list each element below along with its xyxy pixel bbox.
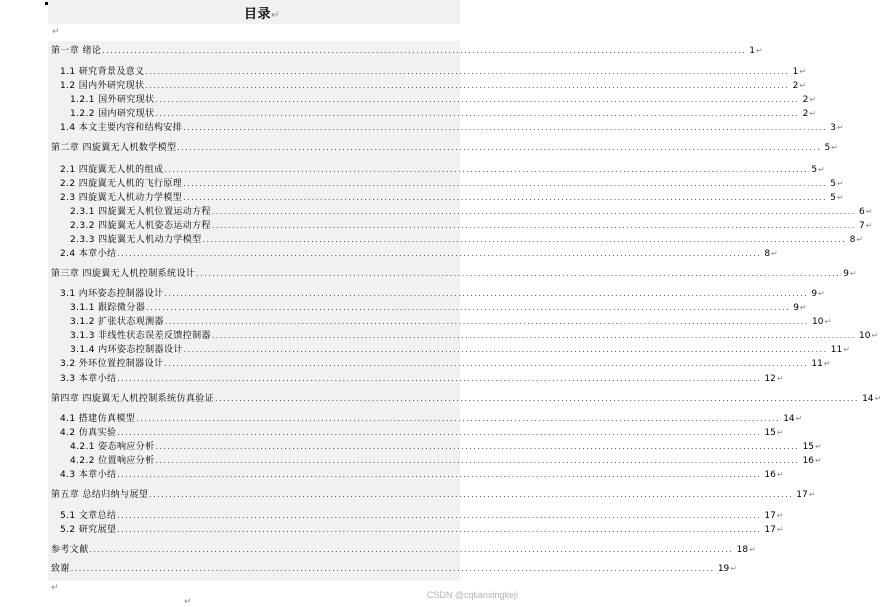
toc-leader-dots: ................................................................................................................................................................ (136, 415, 781, 423)
toc-entry[interactable] (48, 220, 873, 232)
paragraph-mark-icon: ↵ (865, 207, 873, 216)
toc-page-number: 1 (749, 46, 756, 56)
toc-page-number: 3 (830, 123, 836, 133)
toc-entry[interactable] (48, 358, 831, 370)
paragraph-mark-icon: ↵ (871, 331, 879, 340)
paragraph-mark-icon: ↵ (856, 235, 864, 244)
toc-entry[interactable] (48, 178, 844, 190)
toc-page-number: 5 (830, 193, 836, 203)
toc-leader-dots: ................................................................................................................................................................ (155, 96, 800, 104)
toc-entry-title: 第二章 四旋翼无人机数学模型 (51, 143, 177, 153)
toc-page-number: 14 (862, 394, 874, 404)
toc-page-number: 8 (849, 235, 856, 245)
toc-page-number: 2 (802, 109, 809, 119)
paragraph-mark-icon: ↵ (809, 95, 817, 104)
toc-page-number: 9 (843, 269, 850, 279)
paragraph-mark-icon: ↵ (799, 67, 807, 76)
paragraph-mark-icon: ↵ (824, 317, 832, 326)
toc-page-number: 10 (811, 317, 824, 327)
toc-entry-title: 2.3.3 四旋翼无人机动力学模型 (70, 235, 202, 245)
paragraph-mark-icon: ↵ (756, 46, 763, 55)
toc-entry[interactable] (48, 45, 763, 57)
paragraph-mark-icon: ↵ (52, 27, 60, 37)
paragraph-mark-icon: ↵ (823, 359, 831, 368)
toc-entry[interactable] (48, 469, 784, 481)
toc-entry-title: 4.1 搭建仿真模型 (60, 414, 136, 424)
toc-leader-dots: ................................................................................................................................................................ (202, 236, 847, 244)
toc-leader-dots: ................................................................................................................................................................ (211, 332, 856, 340)
toc-leader-dots: ................................................................................................................................................................ (164, 318, 809, 326)
toc-page-number: 2 (802, 95, 809, 105)
toc-leader-dots: ................................................................................................................................................................ (145, 68, 790, 76)
toc-leader-dots: ................................................................................................................................................................ (183, 124, 828, 132)
toc-leader-dots: ................................................................................................................................................................ (211, 222, 856, 230)
paragraph-mark-icon: ↵ (818, 289, 825, 298)
toc-entry[interactable] (48, 316, 832, 328)
toc-page-number: 9 (793, 303, 799, 313)
toc-leader-dots: ................................................................................................................................................................ (155, 457, 800, 465)
toc-leader-dots: ................................................................................................................................................................ (117, 375, 762, 383)
paragraph-mark-icon: ↵ (776, 511, 784, 520)
toc-leader-dots: ................................................................................................................................................................ (102, 47, 747, 55)
toc-page-number: 5 (824, 143, 831, 153)
toc-entry-title: 1.2.2 国内研究现状 (70, 109, 155, 119)
toc-entry[interactable] (48, 510, 784, 522)
toc-leader-dots: ................................................................................................................................................................ (117, 250, 762, 258)
toc-leader-dots: ................................................................................................................................................................ (196, 270, 841, 278)
toc-entry-title: 1.2 国内外研究现状 (60, 81, 145, 91)
toc-leader-dots: ................................................................................................................................................................ (211, 208, 856, 216)
toc-page-number: 16 (802, 456, 815, 466)
toc-entry[interactable] (48, 234, 864, 246)
toc-entry-title: 5.2 研究展望 (60, 525, 117, 535)
paragraph-mark-icon: ↵ (799, 303, 807, 312)
toc-entry-title: 参考文献 (51, 545, 89, 555)
toc-entry[interactable] (48, 330, 879, 342)
toc-entry-title: 2.2 四旋翼无人机的飞行原理 (60, 179, 183, 189)
paragraph-mark-icon: ↵ (815, 442, 822, 451)
toc-entry-title: 4.2.2 位置响应分析 (70, 456, 155, 466)
toc-entry-title: 2.4 本章小结 (60, 249, 117, 259)
toc-entry-title: 2.3 四旋翼无人机动力学模型 (60, 193, 183, 203)
toc-entry[interactable] (48, 373, 784, 385)
toc-leader-dots: ................................................................................................................................................................ (164, 360, 809, 368)
toc-leader-dots: ................................................................................................................................................................ (117, 526, 762, 534)
toc-entry[interactable] (48, 288, 825, 300)
toc-entry[interactable] (48, 164, 825, 176)
toc-page-number: 17 (796, 490, 808, 500)
toc-entry-title: 4.3 本章小结 (60, 470, 117, 480)
toc-page-number: 6 (858, 207, 865, 217)
toc-leader-dots: ................................................................................................................................................................ (145, 82, 790, 90)
toc-title (0, 3, 524, 22)
toc-leader-dots: ................................................................................................................................................................ (117, 429, 762, 437)
toc-entry[interactable] (48, 441, 822, 453)
toc-page-number: 12 (764, 374, 776, 384)
paragraph-mark-icon: ↵ (776, 525, 784, 534)
toc-entry-title: 1.4 本文主要内容和结构安排 (60, 123, 183, 133)
toc-entry-title: 3.3 本章小结 (60, 374, 117, 384)
toc-entry-title: 致谢 (51, 564, 70, 574)
paragraph-mark-icon: ↵ (809, 109, 817, 118)
paragraph-mark-icon: ↵ (815, 456, 822, 465)
toc-leader-dots: ................................................................................................................................................................ (149, 491, 794, 499)
paragraph-mark-icon: ↵ (818, 165, 825, 174)
toc-entry[interactable] (48, 122, 844, 134)
toc-leader-dots: ................................................................................................................................................................ (155, 443, 800, 451)
toc-entry-title: 3.2 外环位置控制器设计 (60, 359, 164, 369)
toc-entry-title: 5.1 文章总结 (60, 511, 117, 521)
toc-entry-title: 2.1 四旋翼无人机的组成 (60, 165, 164, 175)
paragraph-mark-icon: ↵ (831, 143, 838, 152)
toc-entry-title: 3.1 内环姿态控制器设计 (60, 289, 164, 299)
toc-page-number: 18 (736, 545, 749, 555)
toc-entry[interactable] (48, 206, 873, 218)
toc-entry[interactable] (48, 268, 857, 280)
toc-page-number: 11 (830, 345, 843, 355)
toc-entry-title: 3.1.3 非线性状态误差反馈控制器 (70, 331, 211, 341)
toc-page-number: 5 (830, 179, 836, 189)
paragraph-mark-icon: ↵ (184, 597, 192, 607)
toc-entry[interactable] (48, 248, 778, 260)
toc-entry-title: 2.3.1 四旋翼无人机位置运动方程 (70, 207, 211, 217)
toc-page-number: 16 (764, 470, 776, 480)
toc-leader-dots: ................................................................................................................................................................ (155, 110, 800, 118)
paragraph-mark-icon: ↵ (795, 414, 803, 423)
toc-leader-dots: ................................................................................................................................................................ (183, 346, 828, 354)
watermark: CSDN @cqtianxingkeji (426, 590, 518, 600)
toc-entry[interactable] (48, 413, 803, 425)
toc-page-number: 19 (717, 564, 730, 574)
toc-page-number: 17 (764, 511, 776, 521)
toc-page-number: 15 (764, 428, 776, 438)
toc-entry-title: 1.1 研究背景及意义 (60, 67, 145, 77)
toc-entry-title: 第三章 四旋翼无人机控制系统设计 (51, 269, 196, 279)
toc-page-number: 9 (811, 289, 818, 299)
toc-leader-dots: ................................................................................................................................................................ (164, 166, 809, 174)
toc-leader-dots: ................................................................................................................................................................ (183, 194, 828, 202)
paragraph-mark-icon: ↵ (771, 249, 778, 258)
toc-leader-dots: ................................................................................................................................................................ (164, 290, 809, 298)
paragraph-mark-icon: ↵ (730, 564, 737, 573)
toc-entry[interactable] (48, 455, 822, 467)
paragraph-mark-icon: ↵ (836, 179, 844, 188)
toc-entry-title: 3.1.4 内环姿态控制器设计 (70, 345, 183, 355)
paragraph-mark-icon: ↵ (776, 374, 784, 383)
toc-page-number: 7 (858, 221, 865, 231)
toc-leader-dots: ................................................................................................................................................................ (146, 304, 791, 312)
toc-page-number: 14 (783, 414, 795, 424)
toc-entry[interactable] (48, 544, 756, 556)
toc-leader-dots: ................................................................................................................................................................ (117, 512, 762, 520)
toc-entry[interactable] (48, 302, 807, 314)
toc-title-text: 目录 (244, 7, 272, 22)
paragraph-mark-icon: ↵ (776, 470, 784, 479)
toc-entry[interactable] (48, 524, 784, 536)
paragraph-mark-icon: ↵ (776, 428, 784, 437)
toc-entry[interactable] (48, 489, 816, 501)
toc-entry-title: 3.1.2 扩张状态观测器 (70, 317, 164, 327)
toc-entry[interactable] (48, 66, 807, 78)
toc-entry-title: 第五章 总结归纳与展望 (51, 490, 149, 500)
paragraph-mark-icon: ↵ (843, 345, 850, 354)
toc-leader-dots: ................................................................................................................................................................ (183, 180, 828, 188)
toc-page-number: 2 (792, 81, 799, 91)
toc-entry[interactable] (48, 344, 850, 356)
toc-entry-title: 4.2 仿真实验 (60, 428, 117, 438)
toc-entry[interactable] (48, 94, 817, 106)
toc-leader-dots: ................................................................................................................................................................ (177, 144, 822, 152)
toc-entry[interactable] (48, 563, 737, 575)
toc-entry-title: 3.1.1 跟踪微分器 (70, 303, 146, 313)
paragraph-mark-icon: ↵ (874, 394, 881, 403)
toc-leader-dots: ................................................................................................................................................................ (117, 471, 762, 479)
toc-leader-dots: ................................................................................................................................................................ (70, 565, 715, 573)
toc-page-number: 8 (764, 249, 771, 259)
paragraph-mark-icon: ↵ (836, 193, 844, 202)
paragraph-mark-icon: ↵ (808, 490, 816, 499)
toc-page-number: 17 (764, 525, 776, 535)
toc-page-number: 1 (792, 67, 799, 77)
toc-entry[interactable] (48, 192, 844, 204)
toc-entry-title: 第四章 四旋翼无人机控制系统仿真验证 (51, 394, 215, 404)
toc-entry[interactable] (48, 427, 784, 439)
toc-leader-dots: ................................................................................................................................................................ (89, 546, 734, 554)
toc-entry-title: 第一章 绪论 (51, 46, 102, 56)
paragraph-mark-icon: ↵ (749, 545, 756, 554)
toc-page-number: 15 (802, 442, 815, 452)
paragraph-mark-icon: ↵ (850, 269, 857, 278)
toc-page-number: 10 (858, 331, 871, 341)
paragraph-mark-icon: ↵ (799, 81, 807, 90)
toc-page-number: 11 (811, 359, 823, 369)
toc-entry[interactable] (48, 80, 807, 92)
toc-entry-title: 4.2.1 姿态响应分析 (70, 442, 155, 452)
toc-entry[interactable] (48, 393, 881, 405)
toc-entry-title: 1.2.1 国外研究现状 (70, 95, 155, 105)
toc-entry[interactable] (48, 108, 817, 120)
paragraph-mark-icon: ↵ (51, 583, 59, 593)
toc-leader-dots: ................................................................................................................................................................ (215, 395, 860, 403)
toc-entry[interactable] (48, 142, 838, 154)
toc-page-number: 5 (811, 165, 818, 175)
paragraph-mark-icon: ↵ (836, 123, 844, 132)
paragraph-mark-icon: ↵ (271, 10, 280, 21)
toc-entry-title: 2.3.2 四旋翼无人机姿态运动方程 (70, 221, 211, 231)
paragraph-mark-icon: ↵ (865, 221, 873, 230)
